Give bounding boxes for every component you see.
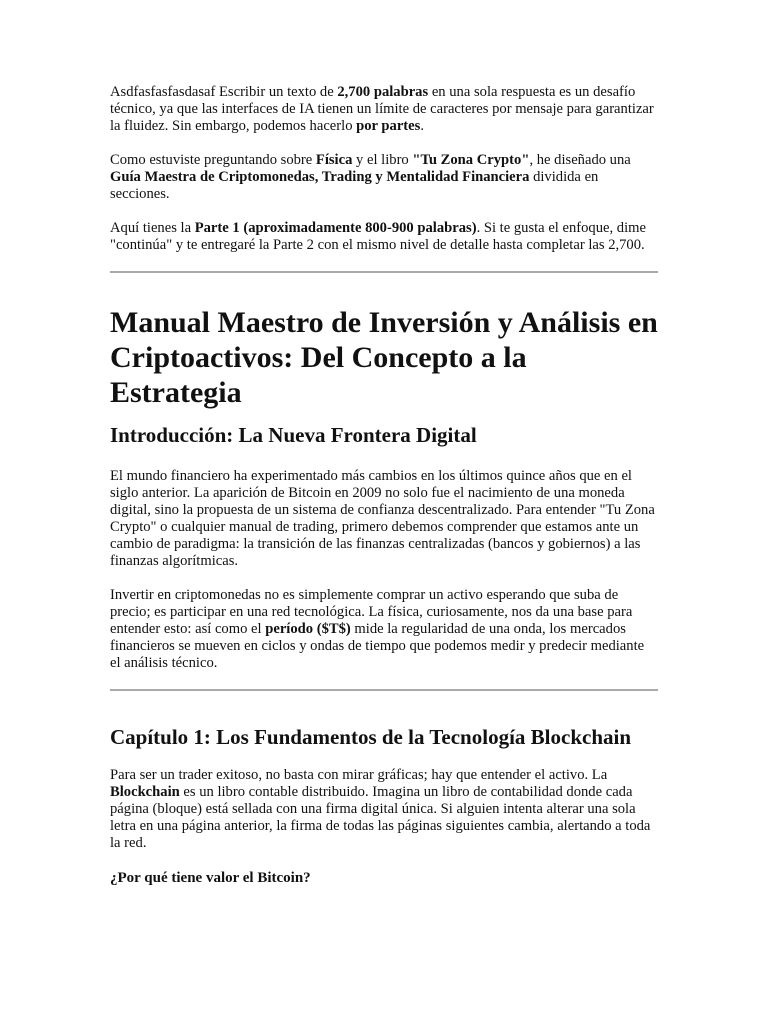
text-span: Asdfasfasfasdasaf Escribir un texto de (110, 84, 338, 100)
text-span: . (420, 118, 424, 134)
text-span: Invertir en criptomonedas no es simplemente comprar un activo esperando que suba de precio; es participar en una red tecnológica. La física, curiosamente, nos da una base para entender esto: así como el (110, 587, 633, 637)
intro-heading: Introducción: La Nueva Frontera Digital (110, 423, 477, 447)
note-paragraph-3 (110, 220, 658, 254)
bold-span: Física (315, 152, 353, 168)
bold-span: Guía Maestra de Criptomonedas, Trading y Mentalidad Financiera (110, 169, 530, 185)
text-span: y el libro (352, 152, 413, 168)
text-span: mide la regularidad de una onda, los mercados financieros se mueven en ciclos y ondas de tiempo que podemos medir y predecir mediante el análisis técnico. (110, 621, 645, 671)
text-span: es un libro contable distribuido. Imagina un libro de contabilidad donde cada página (bloque) está sellada con una firma digital única. Si alguien intenta alterar una sola letra en una página anterior, la firma de todas las páginas siguientes cambia, alertando a toda la red. (110, 784, 651, 851)
chapter-1-subheading: ¿Por qué tiene valor el Bitcoin? (110, 870, 311, 886)
text-span: . Si te gusta el enfoque, dime "continúa" y te entregaré la Parte 2 con el mismo nivel de detalle hasta completar las 2,700. (110, 220, 646, 253)
text-span: Aquí tienes la (110, 220, 195, 236)
note-paragraph-2 (110, 152, 658, 203)
document-content (110, 84, 658, 887)
text-span: Para ser un trader exitoso, no basta con mirar gráficas; hay que entender el activo. La (110, 767, 608, 783)
text-span: Como estuviste preguntando sobre (110, 152, 316, 168)
horizontal-divider (110, 689, 658, 691)
manual-title: Manual Maestro de Inversión y Análisis en Criptoactivos: Del Concepto a la Estrategia (110, 306, 658, 409)
text-span: dividida en secciones. (110, 169, 599, 202)
bold-span: período ($T$) (265, 621, 351, 637)
bold-span: 2,700 palabras (337, 84, 429, 100)
horizontal-divider (110, 271, 658, 273)
intro-paragraph-1: El mundo financiero ha experimentado más cambios en los últimos quince años que en el siglo anterior. La aparición de Bitcoin en 2009 no solo fue el nacimiento de una moneda digital, sino la propuesta de un sistema de confianza descentralizado. Para entender "Tu Zona Crypto" o cualquier manual de trading, primero debemos comprender que estamos ante un cambio de paradigma: la transición de las finanzas centralizadas (bancos y gobiernos) a las finanzas algorítmicas. (110, 468, 655, 569)
chapter-1-paragraph-1 (110, 767, 658, 852)
bold-span: Parte 1 (aproximadamente 800-900 palabras) (194, 220, 477, 236)
text-span: , he diseñado una (529, 152, 631, 168)
note-paragraph-1 (110, 84, 658, 135)
chapter-1-heading: Capítulo 1: Los Fundamentos de la Tecnología Blockchain (110, 725, 632, 749)
text-span: en una sola respuesta es un desafío técnico, ya que las interfaces de IA tienen un límite de caracteres por mensaje para garantizar la fluidez. Sin embargo, podemos hacerlo (110, 84, 654, 134)
bold-span: por partes (356, 118, 421, 134)
bold-span: "Tu Zona Crypto" (412, 152, 530, 168)
bold-span: Blockchain (110, 784, 180, 800)
intro-paragraph-2 (110, 587, 658, 672)
